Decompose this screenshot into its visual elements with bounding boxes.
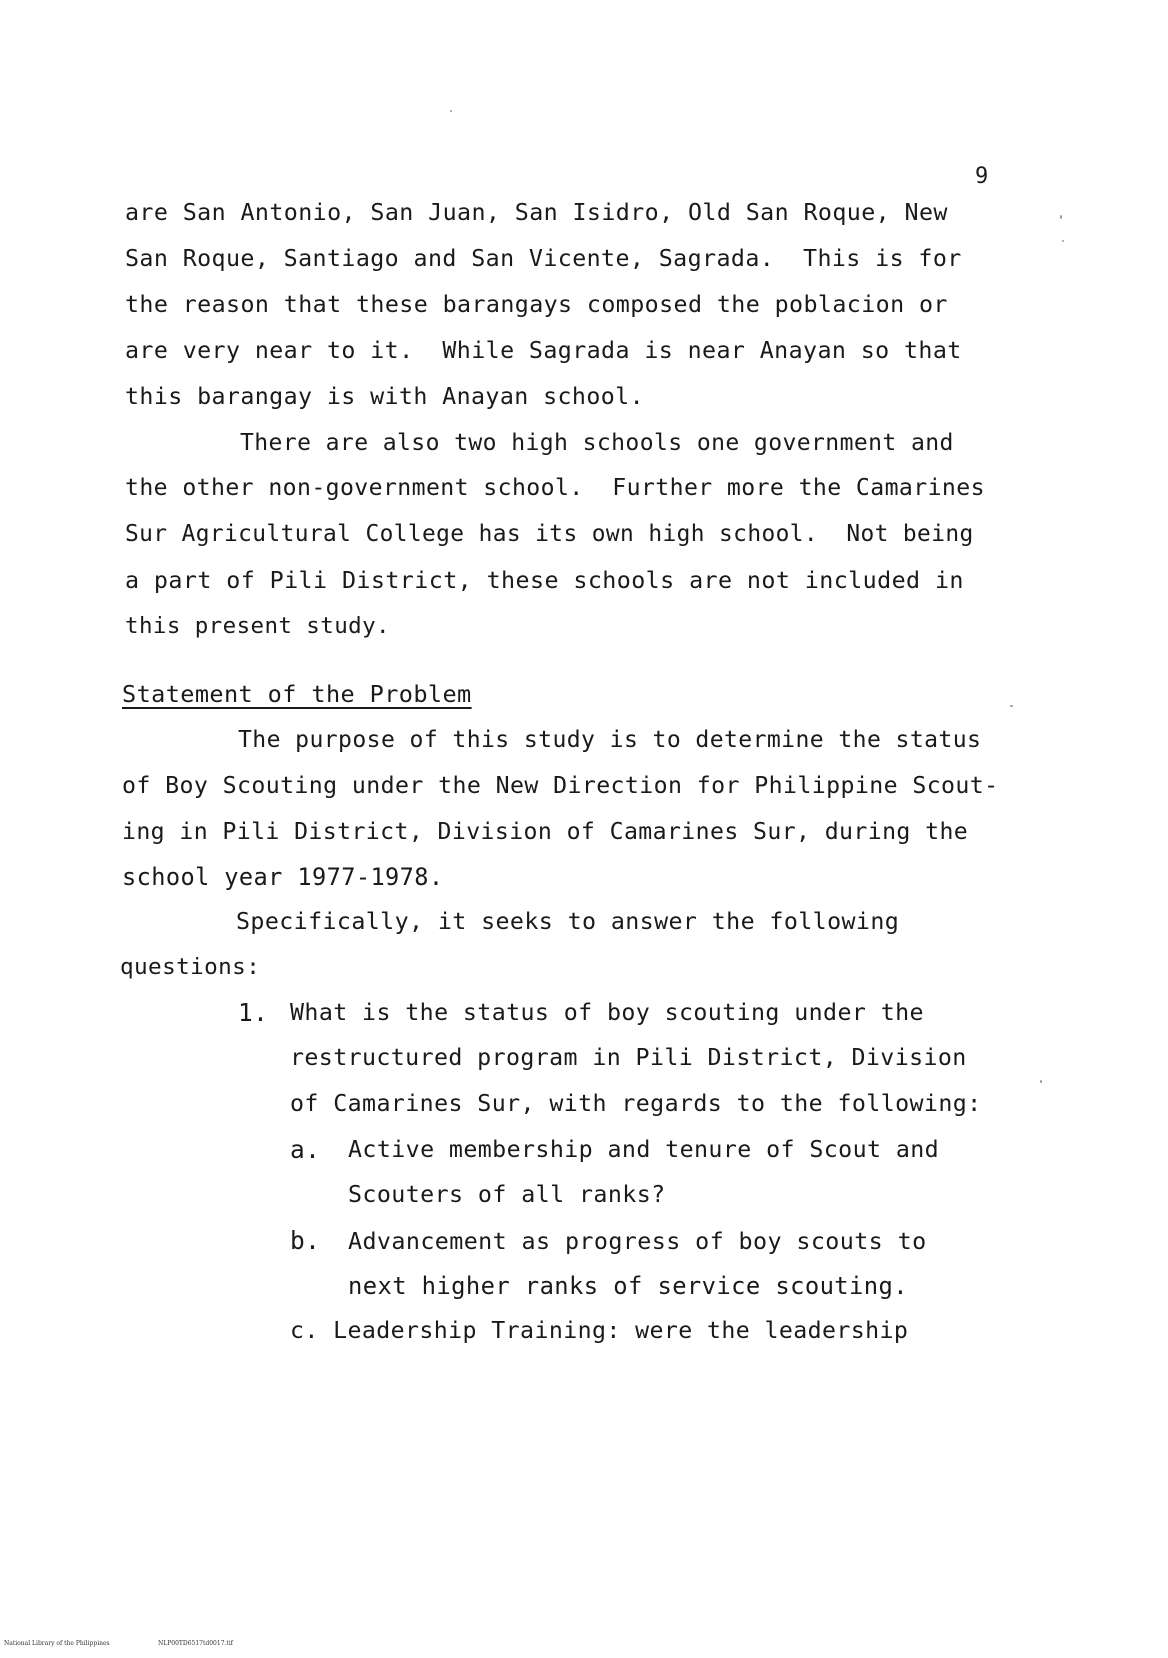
text-line: There are also two high schools one government and — [240, 430, 954, 456]
scan-speck — [1040, 1080, 1042, 1083]
text-line: the other non-government school. Further more the Camarines — [125, 475, 985, 501]
scan-speck — [1010, 705, 1013, 707]
text-line: Sur Agricultural College has its own high school. Not being — [125, 521, 974, 547]
text-line: next higher ranks of service scouting. — [348, 1272, 908, 1300]
scan-speck — [450, 110, 452, 112]
text-line: questions: — [120, 954, 261, 980]
text-line: the reason that these barangays composed the poblacion or — [125, 291, 948, 318]
list-letter: a. — [290, 1135, 321, 1164]
text-line: Active membership and tenure of Scout and — [348, 1136, 940, 1163]
text-line: this barangay is with Anayan school. — [125, 383, 644, 410]
text-line: of Boy Scouting under the New Direction for Philippine Scout- — [122, 772, 999, 799]
text-line: What is the status of boy scouting under the — [290, 999, 924, 1026]
text-line: of Camarines Sur, with regards to the following: — [290, 1090, 982, 1117]
text-line: Scouters of all ranks? — [348, 1181, 666, 1208]
scan-speck — [1060, 215, 1062, 219]
page-number: 9 — [975, 164, 989, 189]
text-line: school year 1977-1978. — [122, 863, 444, 891]
text-line: The purpose of this study is to determine the status — [238, 727, 982, 753]
text-line: ing in Pili District, Division of Camarines Sur, during the — [122, 818, 969, 845]
section-heading: Statement of the Problem — [122, 680, 472, 708]
text-line: c. Leadership Training: were the leadership — [290, 1317, 909, 1344]
footer-library: National Library of the Philippines — [4, 1640, 110, 1647]
list-letter: b. — [290, 1226, 321, 1255]
scan-speck — [1062, 240, 1064, 242]
text-line: Advancement as progress of boy scouts to — [348, 1227, 927, 1255]
text-line: a part of Pili District, these schools are not included in — [125, 566, 964, 594]
text-line: are very near to it. While Sagrada is near Anayan so that — [125, 337, 962, 364]
text-line: Specifically, it seeks to answer the following — [236, 908, 900, 935]
text-line: are San Antonio, San Juan, San Isidro, Old San Roque, New — [125, 199, 948, 226]
list-number: 1. — [238, 998, 269, 1027]
text-line: restructured program in Pili District, Division — [290, 1044, 967, 1071]
footer-filename: NLP00TD6517td0017.tif — [158, 1640, 233, 1647]
text-line: this present study. — [125, 613, 390, 639]
text-line: San Roque, Santiago and San Vicente, Sagrada. This is for — [125, 245, 962, 272]
